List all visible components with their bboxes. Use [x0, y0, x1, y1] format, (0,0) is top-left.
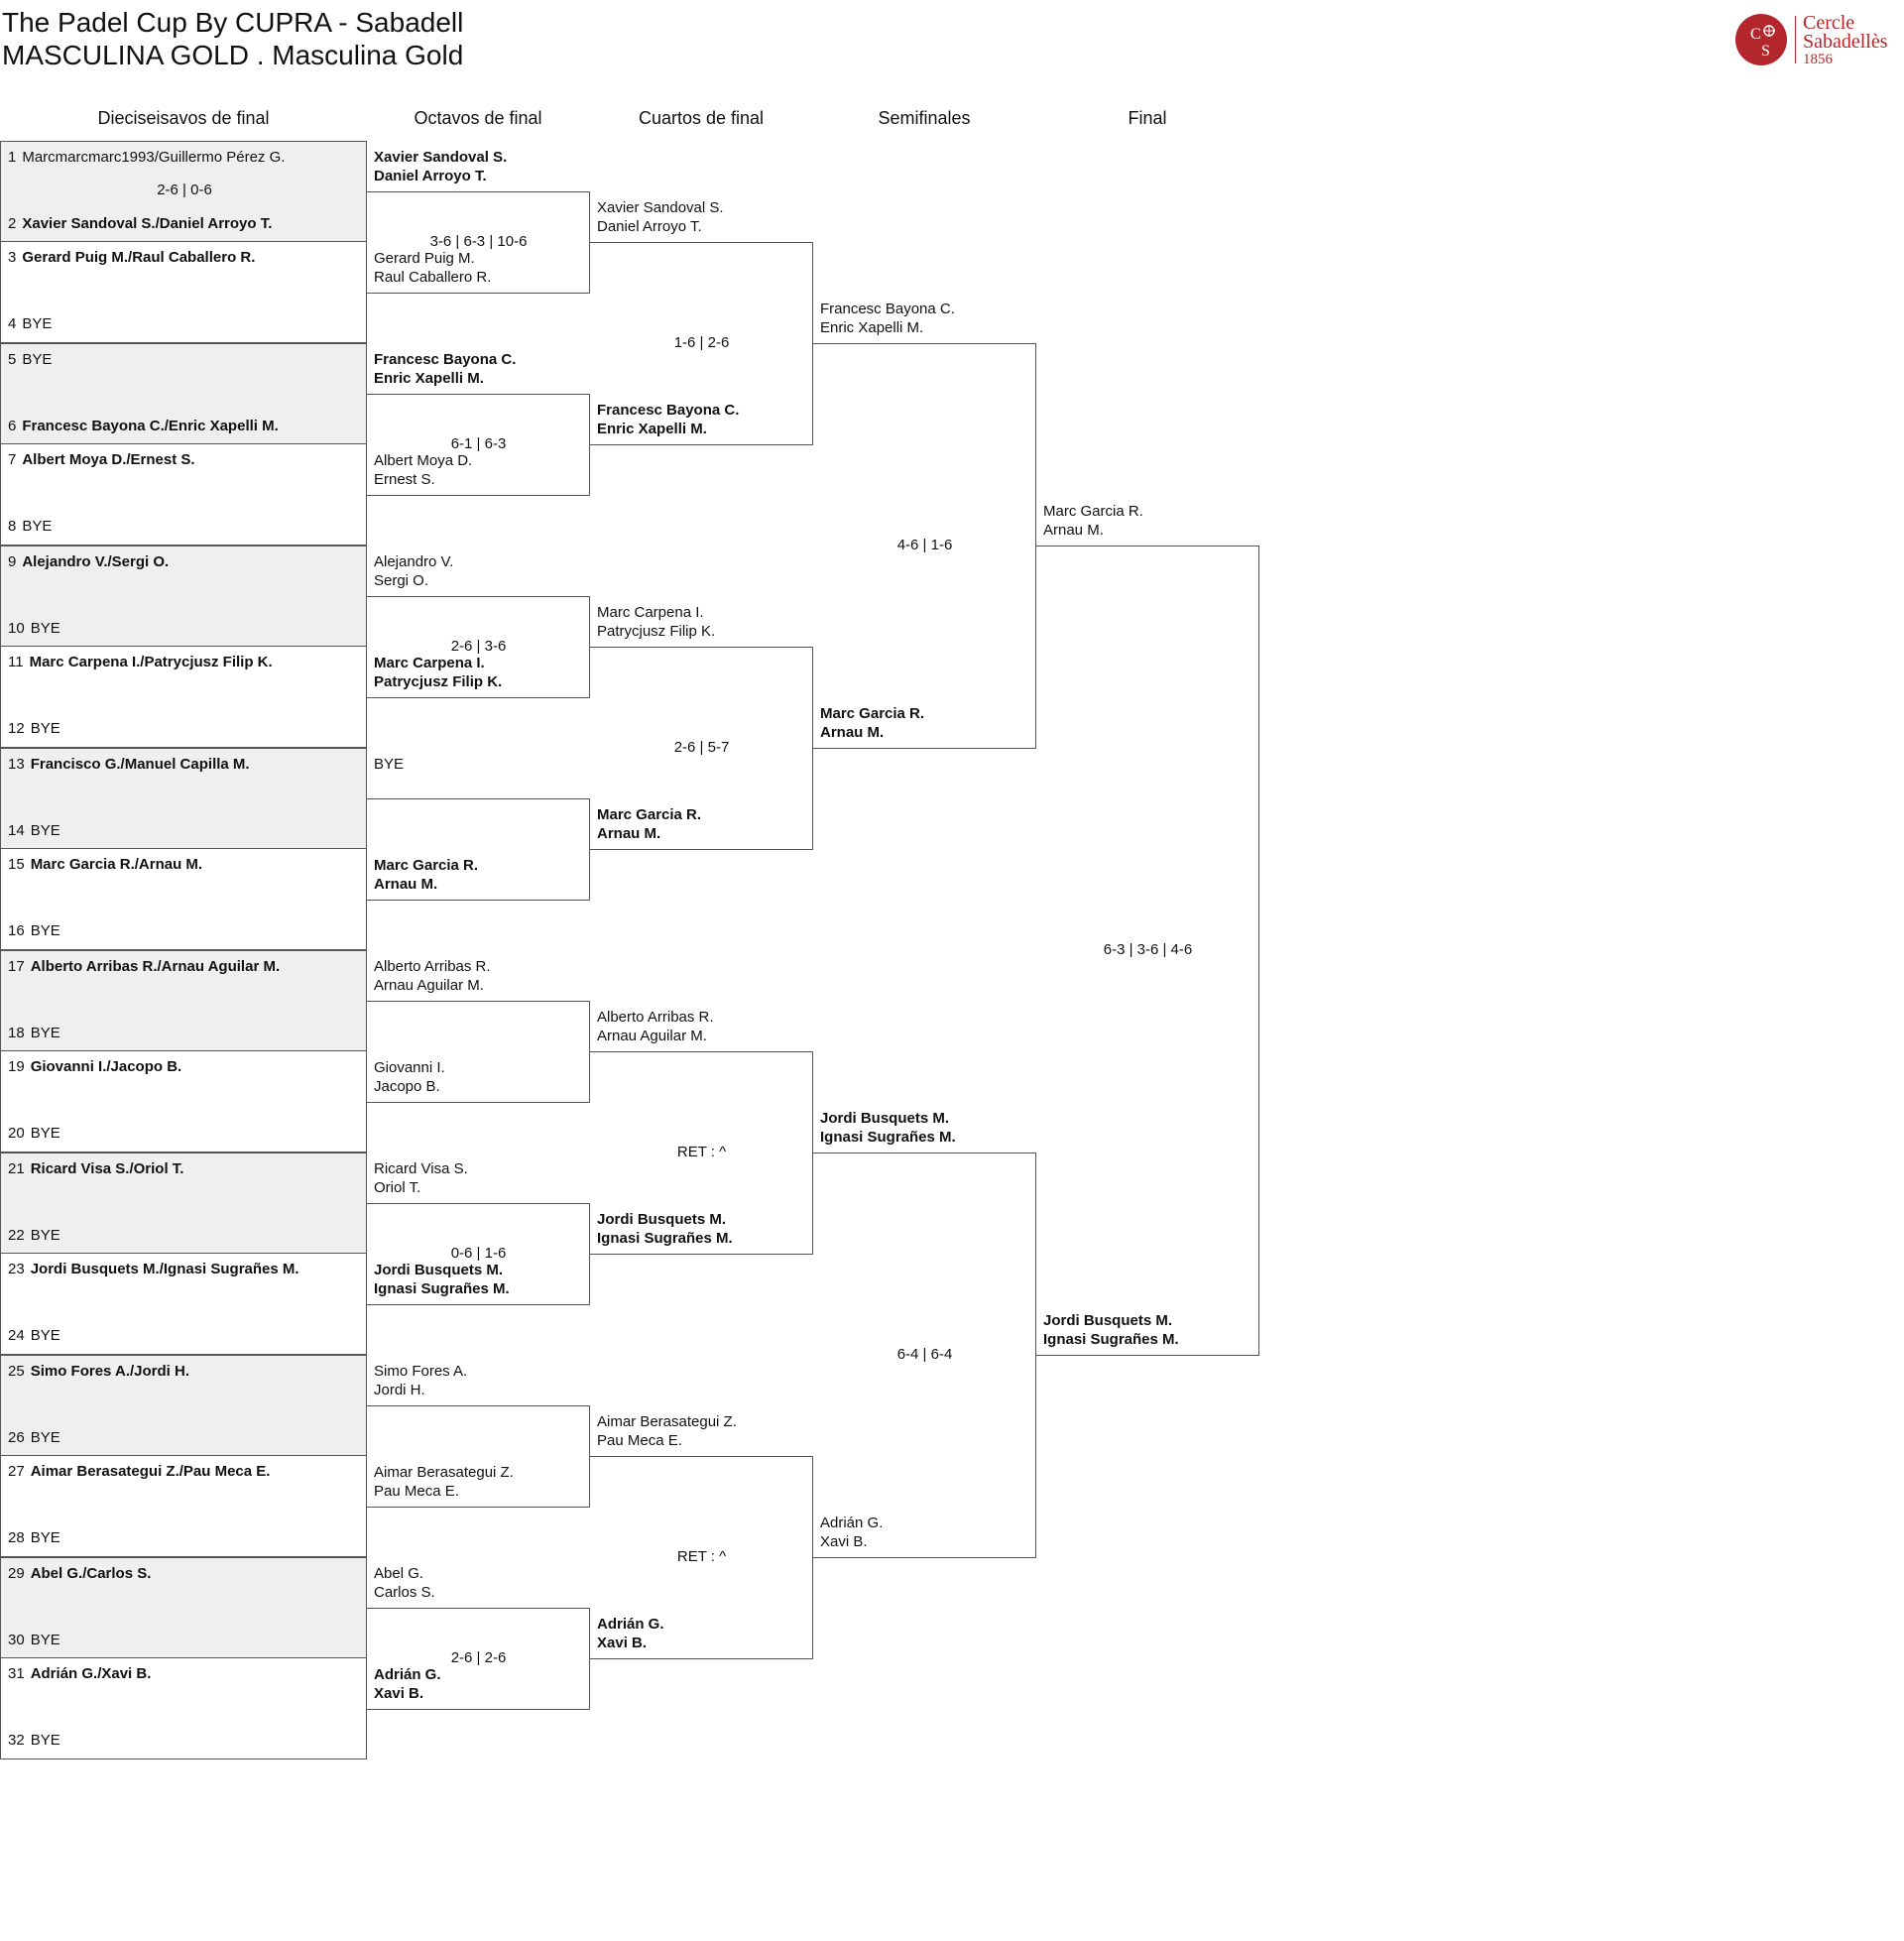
r16-match-connector: [367, 798, 590, 901]
player-1-name: Marc Garcia R.: [820, 705, 925, 722]
player-1-name: Marc Garcia R.: [374, 857, 479, 874]
entry-seed-number: 14: [8, 822, 25, 839]
player-1-name: Francesc Bayona C.: [597, 402, 740, 419]
sf-slot[interactable]: [820, 1109, 956, 1147]
entry-seed-number: 26: [8, 1429, 25, 1446]
player-2-name: Xavi B.: [374, 1685, 424, 1702]
r32-entry[interactable]: [8, 654, 273, 671]
player-1-name: Adrián G.: [597, 1616, 664, 1633]
r32-entry[interactable]: [8, 1665, 151, 1683]
r16-slot[interactable]: [374, 1159, 468, 1197]
player-2-name: Arnau Aguilar M.: [374, 977, 484, 994]
match-score: 4-6 | 1-6: [896, 537, 953, 553]
entry-seed-number: 16: [8, 922, 25, 939]
player-2-name: Xavi B.: [820, 1533, 868, 1550]
player-1-name: Abel G.: [374, 1565, 424, 1582]
entry-team-name: Simo Fores A./Jordi H.: [30, 1363, 189, 1380]
player-2-name: Ignasi Sugrañes M.: [1043, 1331, 1179, 1348]
entry-team-name: BYE: [30, 1632, 60, 1648]
r32-match-box: [0, 1557, 367, 1658]
player-1-name: Giovanni I.: [374, 1059, 445, 1076]
entry-team-name: BYE: [30, 1732, 60, 1749]
r32-match-box: [0, 1658, 367, 1759]
svg-text:C: C: [1750, 26, 1761, 43]
entry-seed-number: 21: [8, 1160, 25, 1177]
r16-slot[interactable]: [374, 350, 516, 388]
r32-match-box: [0, 242, 367, 343]
r32-entry[interactable]: [8, 1463, 270, 1481]
r32-match-box: [0, 849, 367, 950]
player-2-name: Enric Xapelli M.: [820, 319, 924, 336]
sf-slot[interactable]: [820, 300, 955, 337]
r32-entry[interactable]: [8, 1632, 60, 1649]
player-1-name: Ricard Visa S.: [374, 1160, 468, 1177]
entry-seed-number: 7: [8, 451, 17, 468]
club-logo-emblem: [1733, 12, 1789, 67]
r32-entry[interactable]: [8, 249, 255, 267]
player-2-name: Daniel Arroyo T.: [374, 168, 487, 184]
r32-match-box: [0, 1456, 367, 1557]
entry-seed-number: 3: [8, 249, 17, 266]
round-header-4: Semifinales: [878, 108, 971, 128]
r32-entry[interactable]: [8, 149, 285, 167]
entry-team-name: BYE: [30, 1025, 60, 1041]
round-header-2: Octavos de final: [414, 108, 542, 128]
player-1-name: Simo Fores A.: [374, 1363, 468, 1380]
entry-team-name: BYE: [30, 1327, 60, 1344]
entry-team-name: BYE: [30, 922, 60, 939]
r32-entry[interactable]: [8, 553, 169, 571]
player-2-name: Patrycjusz Filip K.: [597, 623, 716, 640]
entry-seed-number: 2: [8, 215, 17, 232]
r32-entry[interactable]: [8, 1160, 183, 1178]
entry-team-name: BYE: [30, 1125, 60, 1142]
player-2-name: Patrycjusz Filip K.: [374, 673, 503, 690]
final-slot[interactable]: [1043, 502, 1143, 540]
player-2-name: Arnau M.: [597, 825, 661, 842]
player-1-name: Marc Garcia R.: [1043, 503, 1143, 520]
entry-team-name: Adrián G./Xavi B.: [30, 1665, 152, 1682]
logo-divider: [1795, 16, 1796, 63]
match-score: 6-4 | 6-4: [896, 1346, 953, 1363]
r32-match-box: [0, 141, 367, 242]
r32-entry[interactable]: [8, 451, 195, 469]
entry-seed-number: 10: [8, 620, 25, 637]
entry-team-name: Gerard Puig M./Raul Caballero R.: [22, 249, 256, 266]
entry-seed-number: 23: [8, 1261, 25, 1277]
round-header-1: Dieciseisavos de final: [97, 108, 270, 128]
r32-entry[interactable]: [8, 1529, 60, 1547]
entry-team-name: Marc Carpena I./Patrycjusz Filip K.: [29, 654, 273, 670]
r16-match-connector: [367, 1001, 590, 1103]
entry-team-name: BYE: [22, 351, 53, 368]
player-2-name: Ignasi Sugrañes M.: [374, 1280, 510, 1297]
r32-entry[interactable]: [8, 1327, 60, 1345]
player-1-name: Marc Garcia R.: [597, 806, 702, 823]
entry-seed-number: 32: [8, 1732, 25, 1749]
player-2-name: Pau Meca E.: [374, 1483, 459, 1500]
r16-slot[interactable]: [374, 1564, 435, 1602]
entry-seed-number: 8: [8, 518, 17, 535]
player-2-name: Daniel Arroyo T.: [597, 218, 702, 235]
player-2-name: Jacopo B.: [374, 1078, 440, 1095]
r32-match-box: [0, 1051, 367, 1152]
player-1-name: Marc Carpena I.: [374, 655, 485, 671]
page-subtitle: MASCULINA GOLD . Masculina Gold: [2, 40, 464, 70]
entry-team-name: Alejandro V./Sergi O.: [22, 553, 170, 570]
entry-seed-number: 22: [8, 1227, 25, 1244]
player-1-name: Gerard Puig M.: [374, 250, 475, 267]
player-2-name: Ignasi Sugrañes M.: [820, 1129, 956, 1146]
r32-entry[interactable]: [8, 756, 250, 774]
r16-slot[interactable]: [374, 148, 507, 185]
r32-entry[interactable]: [8, 315, 52, 333]
r16-slot[interactable]: [374, 552, 453, 590]
r32-match-box: [0, 950, 367, 1051]
entry-team-name: BYE: [22, 518, 53, 535]
r32-entry[interactable]: [8, 215, 272, 233]
player-1-name: Jordi Busquets M.: [374, 1262, 504, 1278]
entry-seed-number: 15: [8, 856, 25, 873]
entry-team-name: BYE: [30, 1529, 60, 1546]
entry-seed-number: 12: [8, 720, 25, 737]
match-score: 2-6 | 2-6: [450, 1649, 507, 1666]
entry-seed-number: 5: [8, 351, 17, 368]
qf-slot[interactable]: [597, 1008, 714, 1045]
r32-entry[interactable]: [8, 1058, 181, 1076]
match-score: 6-1 | 6-3: [450, 435, 507, 452]
player-2-name: Pau Meca E.: [597, 1432, 682, 1449]
round-header-3: Cuartos de final: [638, 108, 765, 128]
logo-line-1: Cercle: [1803, 12, 1855, 34]
player-2-name: Arnau M.: [820, 724, 885, 741]
r32-entry[interactable]: [8, 720, 60, 738]
r32-entry[interactable]: [8, 1429, 60, 1447]
entry-seed-number: 9: [8, 553, 17, 570]
player-1-name: Adrián G.: [820, 1515, 884, 1531]
player-2-name: Enric Xapelli M.: [374, 370, 484, 387]
r32-entry[interactable]: [8, 856, 202, 874]
player-1-name: Albert Moya D.: [374, 452, 473, 469]
r32-entry[interactable]: [8, 518, 52, 536]
entry-seed-number: 25: [8, 1363, 25, 1380]
entry-seed-number: 1: [8, 149, 17, 166]
player-1-name: Marc Carpena I.: [597, 604, 704, 621]
r32-entry[interactable]: [8, 1025, 60, 1042]
entry-team-name: Aimar Berasategui Z./Pau Meca E.: [30, 1463, 271, 1480]
player-1-name: Aimar Berasategui Z.: [597, 1413, 737, 1430]
player-1-name: Alberto Arribas R.: [597, 1009, 714, 1026]
entry-team-name: Giovanni I./Jacopo B.: [30, 1058, 182, 1075]
r16-slot[interactable]: [374, 755, 404, 774]
entry-seed-number: 31: [8, 1665, 25, 1682]
entry-seed-number: 30: [8, 1632, 25, 1648]
r32-match-box: [0, 546, 367, 647]
entry-team-name: BYE: [30, 720, 60, 737]
player-2-name: Arnau Aguilar M.: [597, 1028, 707, 1044]
player-1-name: Jordi Busquets M.: [597, 1211, 727, 1228]
entry-seed-number: 18: [8, 1025, 25, 1041]
player-2-name: Xavi B.: [597, 1635, 648, 1651]
r32-entry[interactable]: [8, 1261, 299, 1278]
page-title: The Padel Cup By CUPRA - Sabadell: [2, 7, 464, 38]
entry-team-name: Marcmarcmarc1993/Guillermo Pérez G.: [22, 149, 286, 166]
entry-team-name: BYE: [22, 315, 53, 332]
player-1-name: Francesc Bayona C.: [820, 301, 955, 317]
player-1-name: Alberto Arribas R.: [374, 958, 491, 975]
r32-entry[interactable]: [8, 351, 52, 369]
player-2-name: Oriol T.: [374, 1179, 421, 1196]
entry-team-name: Francisco G./Manuel Capilla M.: [30, 756, 250, 773]
r16-slot[interactable]: [374, 1362, 467, 1399]
entry-team-name: BYE: [30, 1227, 60, 1244]
r32-entry[interactable]: [8, 1363, 189, 1381]
r16-slot[interactable]: [374, 957, 491, 995]
player-2-name: Ignasi Sugrañes M.: [597, 1230, 733, 1247]
player-1-name: Adrián G.: [374, 1666, 441, 1683]
entry-team-name: BYE: [30, 822, 60, 839]
player-1-name: Xavier Sandoval S.: [597, 199, 724, 216]
club-logo: [1733, 12, 1904, 66]
player-2-name: Arnau M.: [374, 876, 438, 893]
player-2-name: Enric Xapelli M.: [597, 421, 707, 437]
match-score: 2-6 | 0-6: [157, 182, 212, 198]
entry-seed-number: 4: [8, 315, 17, 332]
qf-slot[interactable]: [597, 198, 724, 236]
match-score: 2-6 | 3-6: [450, 638, 507, 655]
entry-seed-number: 24: [8, 1327, 25, 1344]
entry-team-name: Francesc Bayona C./Enric Xapelli M.: [22, 418, 279, 434]
logo-year: 1856: [1803, 52, 1833, 67]
r32-match-box: [0, 748, 367, 849]
r32-entry[interactable]: [8, 922, 60, 940]
player-1-name: Xavier Sandoval S.: [374, 149, 508, 166]
player-2-name: Raul Caballero R.: [374, 269, 492, 286]
round-header-5: Final: [1128, 108, 1167, 128]
match-score: RET : ^: [676, 1548, 727, 1565]
logo-line-2: Sabadellès: [1803, 31, 1888, 53]
r32-match-box: [0, 1152, 367, 1254]
r32-match-box: [0, 647, 367, 748]
entry-team-name: Abel G./Carlos S.: [30, 1565, 152, 1582]
r32-entry[interactable]: [8, 1125, 60, 1143]
player-1-name: BYE: [374, 756, 405, 773]
player-1-name: Jordi Busquets M.: [820, 1110, 950, 1127]
entry-seed-number: 19: [8, 1058, 25, 1075]
entry-team-name: Jordi Busquets M./Ignasi Sugrañes M.: [30, 1261, 299, 1277]
entry-seed-number: 13: [8, 756, 25, 773]
entry-team-name: Ricard Visa S./Oriol T.: [30, 1160, 184, 1177]
r32-match-box: [0, 1355, 367, 1456]
entry-team-name: Xavier Sandoval S./Daniel Arroyo T.: [22, 215, 273, 232]
match-score: 1-6 | 2-6: [673, 334, 730, 351]
player-2-name: Sergi O.: [374, 572, 429, 589]
match-score: 6-3 | 3-6 | 4-6: [1103, 941, 1193, 958]
r32-entry[interactable]: [8, 620, 60, 638]
entry-seed-number: 28: [8, 1529, 25, 1546]
player-1-name: Alejandro V.: [374, 553, 454, 570]
entry-team-name: BYE: [30, 1429, 60, 1446]
entry-team-name: Albert Moya D./Ernest S.: [22, 451, 195, 468]
r32-entry[interactable]: [8, 1227, 60, 1245]
r32-match-box: [0, 444, 367, 546]
match-score: 3-6 | 6-3 | 10-6: [429, 233, 528, 250]
entry-seed-number: 17: [8, 958, 25, 975]
player-1-name: Jordi Busquets M.: [1043, 1312, 1173, 1329]
match-score: RET : ^: [676, 1144, 727, 1160]
r32-entry[interactable]: [8, 1565, 151, 1583]
r32-match-box: [0, 343, 367, 444]
entry-team-name: BYE: [30, 620, 60, 637]
player-2-name: Carlos S.: [374, 1584, 435, 1601]
r16-match-connector: [367, 1405, 590, 1508]
entry-seed-number: 29: [8, 1565, 25, 1582]
qf-slot[interactable]: [597, 603, 715, 641]
entry-seed-number: 6: [8, 418, 17, 434]
player-2-name: Ernest S.: [374, 471, 435, 488]
entry-seed-number: 27: [8, 1463, 25, 1480]
match-score: 2-6 | 5-7: [673, 739, 730, 756]
r32-entry[interactable]: [8, 822, 60, 840]
r32-entry[interactable]: [8, 1732, 60, 1750]
svg-text:S: S: [1761, 43, 1770, 60]
player-2-name: Arnau M.: [1043, 522, 1104, 539]
r32-entry[interactable]: [8, 418, 279, 435]
entry-seed-number: 11: [8, 654, 24, 670]
player-1-name: Aimar Berasategui Z.: [374, 1464, 514, 1481]
match-score: 0-6 | 1-6: [450, 1245, 507, 1262]
r32-entry[interactable]: [8, 958, 280, 976]
entry-team-name: Marc Garcia R./Arnau M.: [30, 856, 203, 873]
entry-seed-number: 20: [8, 1125, 25, 1142]
qf-slot[interactable]: [597, 1412, 737, 1450]
entry-team-name: Alberto Arribas R./Arnau Aguilar M.: [30, 958, 281, 975]
player-2-name: Jordi H.: [374, 1382, 425, 1398]
r32-match-box: [0, 1254, 367, 1355]
logo-wordmark: [1803, 14, 1888, 68]
player-1-name: Francesc Bayona C.: [374, 351, 517, 368]
